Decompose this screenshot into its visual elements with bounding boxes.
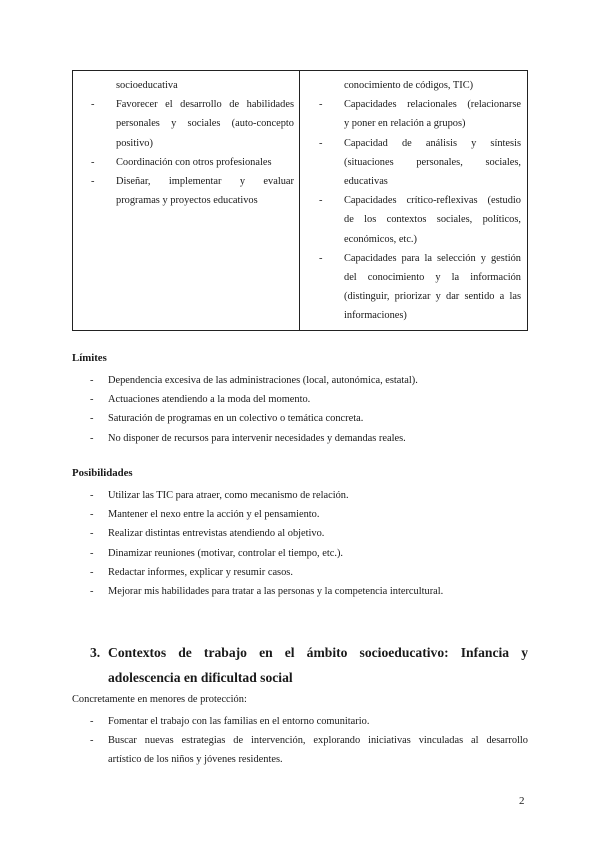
section-3-intro: Concretamente en menores de protección: [72, 694, 247, 705]
bullet-dash: - [90, 509, 94, 521]
table-cell-item [319, 249, 521, 326]
posibilidades-item-text: Mejorar mis habilidades para tratar a las personas y la competencia intercultural. [108, 586, 444, 598]
posibilidades-item-text: Mantener el nexo entre la acción y el pensamiento. [108, 509, 320, 521]
bullet-dash: - [90, 394, 94, 406]
section-3-item [72, 712, 528, 731]
table-cell-line: Capacidades relacionales (relacionarse [344, 99, 521, 111]
posibilidades-item [72, 563, 528, 582]
table-cell-line: conocimiento de códigos, TIC) [344, 80, 474, 91]
bullet-dash: - [90, 716, 94, 727]
table-cell-line: Capacidad de análisis y síntesis [344, 137, 521, 149]
posibilidades-item [72, 524, 528, 543]
section-3-item-line: artístico de los niños y jóvenes residentes. [108, 754, 283, 766]
bullet-dash: - [90, 432, 94, 444]
competencias-table [72, 70, 528, 331]
limites-list [72, 371, 528, 448]
table-cell-line: (situaciones personales, sociales, [344, 156, 521, 168]
table-cell-line: Diseñar, implementar y evaluar [116, 176, 294, 188]
table-cell-line: de los contextos sociales, políticos, [344, 214, 521, 226]
posibilidades-item-text: Utilizar las TIC para atraer, como mecanismo de relación. [108, 490, 349, 501]
section-3-item-line: Fomentar el trabajo con las familias en el entorno comunitario. [108, 716, 370, 727]
table-cell-item [91, 76, 294, 95]
posibilidades-item-text: Redactar informes, explicar y resumir casos. [108, 566, 293, 578]
table-cell-line: económicos, etc.) [344, 233, 417, 245]
bullet-dash: - [90, 528, 94, 540]
limites-item-text: No disponer de recursos para intervenir necesidades y demandas reales. [108, 432, 406, 444]
bullet-dash: - [319, 252, 323, 264]
table-cell-line: programas y proyectos educativos [116, 195, 258, 207]
limites-heading: Límites [72, 352, 107, 364]
table-cell-line: Capacidades crítico-reflexivas (estudio [344, 195, 521, 207]
table-cell-item [91, 172, 294, 210]
table-cell-line: positivo) [116, 137, 153, 149]
bullet-dash: - [319, 99, 323, 111]
section-3-heading [91, 640, 528, 690]
table-cell-item [319, 95, 521, 133]
section-3-list [72, 712, 528, 770]
bullet-dash: - [91, 176, 95, 188]
posibilidades-item [72, 505, 528, 524]
table-cell-item [91, 153, 294, 172]
posibilidades-item-text: Realizar distintas entrevistas atendiendo al objetivo. [108, 528, 325, 540]
limites-item [72, 390, 528, 409]
table-cell-item [319, 191, 521, 249]
posibilidades-item [72, 582, 528, 601]
page-number: 2 [519, 795, 525, 807]
table-cell-item [319, 134, 521, 192]
table-cell-item [319, 76, 521, 95]
limites-item-text: Actuaciones atendiendo a la moda del momento. [108, 394, 311, 406]
limites-item [72, 409, 528, 428]
section-3-title-line2: adolescencia en dificultad social [108, 670, 293, 685]
bullet-dash: - [90, 490, 94, 501]
limites-item [72, 371, 528, 390]
bullet-dash: - [90, 413, 94, 425]
table-cell-line: del conocimiento y la información [344, 272, 521, 284]
table-left-column [91, 76, 294, 210]
section-3-number: 3. [90, 645, 101, 660]
posibilidades-heading: Posibilidades [72, 467, 133, 479]
bullet-dash: - [319, 137, 323, 149]
limites-item-text: Saturación de programas en un colectivo o temática concreta. [108, 413, 364, 425]
posibilidades-list [72, 486, 528, 601]
table-cell-line: Coordinación con otros profesionales [116, 156, 272, 168]
bullet-dash: - [90, 375, 94, 386]
section-3-item-line: Buscar nuevas estrategias de intervención, explorando iniciativas vinculadas al desarrollo [108, 735, 528, 747]
limites-item-text: Dependencia excesiva de las administraciones (local, autonómica, estatal). [108, 375, 418, 386]
bullet-dash: - [91, 99, 95, 111]
section-3-item [72, 731, 528, 769]
bullet-dash: - [319, 195, 323, 207]
section-3-title-line1: Contextos de trabajo en el ámbito socioeducativo: Infancia y [108, 645, 528, 660]
table-cell-line: (distinguir, priorizar y dar sentido a las [344, 291, 521, 303]
bullet-dash: - [90, 566, 94, 578]
table-cell-line: educativas [344, 176, 388, 188]
table-right-column [319, 76, 521, 326]
table-cell-item [91, 95, 294, 153]
table-cell-line: personales y sociales (auto-concepto [116, 118, 294, 130]
table-cell-line: informaciones) [344, 310, 407, 322]
bullet-dash: - [90, 547, 94, 559]
table-cell-line: y poner en relación a grupos) [344, 118, 466, 130]
table-column-divider [299, 71, 300, 330]
bullet-dash: - [90, 735, 94, 747]
table-cell-line: Favorecer el desarrollo de habilidades [116, 99, 294, 111]
posibilidades-item [72, 486, 528, 505]
table-cell-line: socioeducativa [116, 80, 178, 91]
bullet-dash: - [91, 156, 95, 168]
table-cell-line: Capacidades para la selección y gestión [344, 252, 521, 264]
posibilidades-item-text: Dinamizar reuniones (motivar, controlar el tiempo, etc.). [108, 547, 344, 559]
bullet-dash: - [90, 586, 94, 598]
limites-item [72, 429, 528, 448]
posibilidades-item [72, 544, 528, 563]
